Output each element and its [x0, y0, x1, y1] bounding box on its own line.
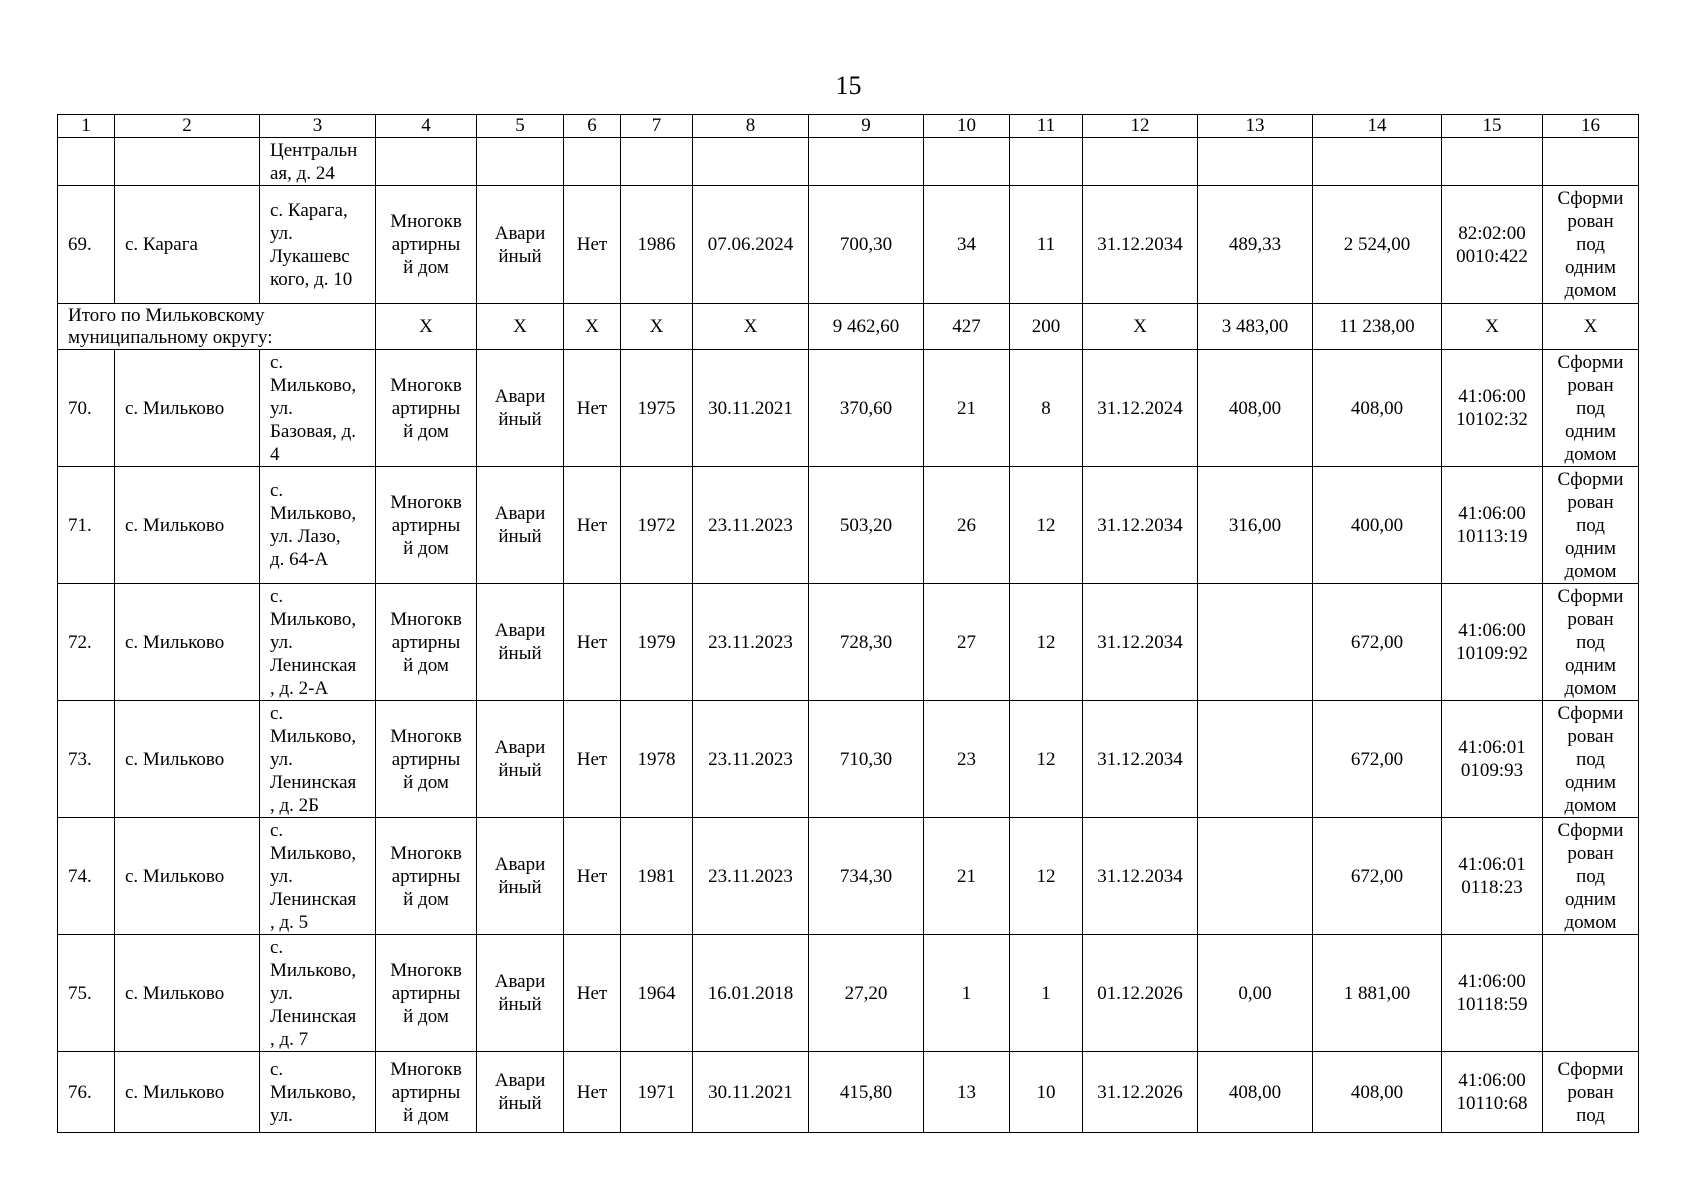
land-plot-status: Сформи рован под [1543, 1052, 1639, 1133]
value-13 [1198, 818, 1313, 935]
apartments-count: 11 [1010, 186, 1083, 304]
resettlement-date [1083, 138, 1198, 186]
settlement: с. Мильково [115, 935, 260, 1052]
cadastral-number: 41:06:00 10118:59 [1442, 935, 1543, 1052]
apartments-count: 12 [1010, 467, 1083, 584]
cell-6 [564, 138, 621, 186]
resettlement-date: 31.12.2026 [1083, 1052, 1198, 1133]
table-row [58, 467, 1639, 584]
apartments-count: 12 [1010, 584, 1083, 701]
building-type: Многокв артирны й дом [376, 935, 477, 1052]
building-type: Многокв артирны й дом [376, 186, 477, 304]
apartments-count: 12 [1010, 818, 1083, 935]
total-row [58, 304, 1639, 350]
column-number: 16 [1543, 115, 1639, 138]
value-14: 672,00 [1313, 701, 1442, 818]
total-value-13: 3 483,00 [1198, 304, 1313, 350]
address: с. Мильково, ул. Ленинская , д. 2-А [260, 584, 376, 701]
value-14: 408,00 [1313, 1052, 1442, 1133]
value-14: 672,00 [1313, 584, 1442, 701]
recognition-date: 07.06.2024 [693, 186, 809, 304]
cell-6: Нет [564, 818, 621, 935]
column-number: 15 [1442, 115, 1543, 138]
residents-count: 26 [924, 467, 1010, 584]
column-number: 14 [1313, 115, 1442, 138]
building-type: Многокв артирны й дом [376, 818, 477, 935]
address: с. Мильково, ул. Ленинская , д. 5 [260, 818, 376, 935]
total-cell: X [1442, 304, 1543, 350]
settlement: с. Мильково [115, 701, 260, 818]
column-number: 1 [58, 115, 115, 138]
cell-6: Нет [564, 350, 621, 467]
land-plot-status: Сформи рован под одним домом [1543, 701, 1639, 818]
address: с. Мильково, ул. Базовая, д. 4 [260, 350, 376, 467]
cadastral-number: 41:06:01 0109:93 [1442, 701, 1543, 818]
land-plot-status: Сформи рован под одним домом [1543, 584, 1639, 701]
year-built: 1978 [621, 701, 693, 818]
year-built: 1981 [621, 818, 693, 935]
land-plot-status [1543, 935, 1639, 1052]
land-plot-status: Сформи рован под одним домом [1543, 350, 1639, 467]
resettlement-date: 31.12.2034 [1083, 186, 1198, 304]
address: с. Мильково, ул. Ленинская , д. 7 [260, 935, 376, 1052]
cadastral-number: 82:02:00 0010:422 [1442, 186, 1543, 304]
row-number: 75. [58, 935, 115, 1052]
recognition-date: 23.11.2023 [693, 584, 809, 701]
table-row [58, 186, 1639, 304]
row-number: 70. [58, 350, 115, 467]
total-value-14: 11 238,00 [1313, 304, 1442, 350]
table-body [58, 115, 1639, 1133]
total-residents: 427 [924, 304, 1010, 350]
condition: Авари йный [477, 584, 564, 701]
recognition-date: 23.11.2023 [693, 701, 809, 818]
recognition-date: 23.11.2023 [693, 467, 809, 584]
residents-count: 13 [924, 1052, 1010, 1133]
row-number: 76. [58, 1052, 115, 1133]
recognition-date: 16.01.2018 [693, 935, 809, 1052]
column-number: 12 [1083, 115, 1198, 138]
value-14: 672,00 [1313, 818, 1442, 935]
condition: Авари йный [477, 935, 564, 1052]
value-13: 316,00 [1198, 467, 1313, 584]
cadastral-number: 41:06:01 0118:23 [1442, 818, 1543, 935]
total-cell: X [693, 304, 809, 350]
residents-count: 21 [924, 818, 1010, 935]
resettlement-date: 31.12.2024 [1083, 350, 1198, 467]
area: 734,30 [809, 818, 924, 935]
resettlement-date: 31.12.2034 [1083, 584, 1198, 701]
cell-6: Нет [564, 584, 621, 701]
value-13 [1198, 701, 1313, 818]
column-number: 8 [693, 115, 809, 138]
value-14: 408,00 [1313, 350, 1442, 467]
total-cell: X [1083, 304, 1198, 350]
settlement: с. Мильково [115, 584, 260, 701]
condition [477, 138, 564, 186]
column-number: 13 [1198, 115, 1313, 138]
year-built: 1979 [621, 584, 693, 701]
condition: Авари йный [477, 467, 564, 584]
table-row [58, 138, 1639, 186]
area: 728,30 [809, 584, 924, 701]
residents-count: 34 [924, 186, 1010, 304]
residents-count: 1 [924, 935, 1010, 1052]
address: с. Мильково, ул. Ленинская , д. 2Б [260, 701, 376, 818]
column-number: 2 [115, 115, 260, 138]
housing-table [57, 114, 1639, 1133]
row-number: 71. [58, 467, 115, 584]
recognition-date [693, 138, 809, 186]
address: с. Мильково, ул. Лазо, д. 64-А [260, 467, 376, 584]
cell-6: Нет [564, 186, 621, 304]
value-13 [1198, 138, 1313, 186]
table-row [58, 818, 1639, 935]
column-number-row [58, 115, 1639, 138]
column-number: 6 [564, 115, 621, 138]
building-type [376, 138, 477, 186]
building-type: Многокв артирны й дом [376, 701, 477, 818]
land-plot-status: Сформи рован под одним домом [1543, 467, 1639, 584]
residents-count: 23 [924, 701, 1010, 818]
value-13: 0,00 [1198, 935, 1313, 1052]
year-built: 1986 [621, 186, 693, 304]
building-type: Многокв артирны й дом [376, 467, 477, 584]
total-area: 9 462,60 [809, 304, 924, 350]
resettlement-date: 01.12.2026 [1083, 935, 1198, 1052]
area: 370,60 [809, 350, 924, 467]
building-type: Многокв артирны й дом [376, 350, 477, 467]
cadastral-number: 41:06:00 10102:32 [1442, 350, 1543, 467]
year-built: 1964 [621, 935, 693, 1052]
row-number [58, 138, 115, 186]
total-cell: X [376, 304, 477, 350]
apartments-count: 1 [1010, 935, 1083, 1052]
table-row [58, 1052, 1639, 1133]
condition: Авари йный [477, 186, 564, 304]
land-plot-status: Сформи рован под одним домом [1543, 186, 1639, 304]
year-built: 1972 [621, 467, 693, 584]
residents-count [924, 138, 1010, 186]
resettlement-date: 31.12.2034 [1083, 701, 1198, 818]
address: с. Мильково, ул. [260, 1052, 376, 1133]
area: 710,30 [809, 701, 924, 818]
cadastral-number [1442, 138, 1543, 186]
total-cell: X [621, 304, 693, 350]
apartments-count: 12 [1010, 701, 1083, 818]
settlement: с. Карага [115, 186, 260, 304]
row-number: 69. [58, 186, 115, 304]
value-14 [1313, 138, 1442, 186]
row-number: 74. [58, 818, 115, 935]
area [809, 138, 924, 186]
residents-count: 27 [924, 584, 1010, 701]
column-number: 5 [477, 115, 564, 138]
year-built [621, 138, 693, 186]
column-number: 11 [1010, 115, 1083, 138]
page-number: 15 [835, 71, 862, 100]
cell-6: Нет [564, 467, 621, 584]
table-row [58, 350, 1639, 467]
recognition-date: 30.11.2021 [693, 1052, 809, 1133]
value-14: 400,00 [1313, 467, 1442, 584]
settlement: с. Мильково [115, 350, 260, 467]
settlement: с. Мильково [115, 467, 260, 584]
settlement [115, 138, 260, 186]
cadastral-number: 41:06:00 10109:92 [1442, 584, 1543, 701]
table-row [58, 701, 1639, 818]
total-cell: X [564, 304, 621, 350]
row-number: 73. [58, 701, 115, 818]
recognition-date: 23.11.2023 [693, 818, 809, 935]
year-built: 1971 [621, 1052, 693, 1133]
land-plot-status: Сформи рован под одним домом [1543, 818, 1639, 935]
building-type: Многокв артирны й дом [376, 1052, 477, 1133]
land-plot-status [1543, 138, 1639, 186]
column-number: 3 [260, 115, 376, 138]
value-13 [1198, 584, 1313, 701]
total-label: Итого по Мильковскому муниципальному округу: [58, 304, 376, 350]
area: 27,20 [809, 935, 924, 1052]
cadastral-number: 41:06:00 10113:19 [1442, 467, 1543, 584]
condition: Авари йный [477, 1052, 564, 1133]
value-14: 1 881,00 [1313, 935, 1442, 1052]
cell-6: Нет [564, 1052, 621, 1133]
column-number: 4 [376, 115, 477, 138]
cell-6: Нет [564, 701, 621, 818]
area: 415,80 [809, 1052, 924, 1133]
total-cell: X [477, 304, 564, 350]
settlement: с. Мильково [115, 1052, 260, 1133]
address: с. Карага, ул. Лукашевс кого, д. 10 [260, 186, 376, 304]
value-13: 408,00 [1198, 1052, 1313, 1133]
area: 700,30 [809, 186, 924, 304]
year-built: 1975 [621, 350, 693, 467]
cell-6: Нет [564, 935, 621, 1052]
condition: Авари йный [477, 818, 564, 935]
total-apartments: 200 [1010, 304, 1083, 350]
column-number: 7 [621, 115, 693, 138]
building-type: Многокв артирны й дом [376, 584, 477, 701]
table-row [58, 935, 1639, 1052]
resettlement-date: 31.12.2034 [1083, 818, 1198, 935]
settlement: с. Мильково [115, 818, 260, 935]
cadastral-number: 41:06:00 10110:68 [1442, 1052, 1543, 1133]
column-number: 9 [809, 115, 924, 138]
value-14: 2 524,00 [1313, 186, 1442, 304]
residents-count: 21 [924, 350, 1010, 467]
resettlement-date: 31.12.2034 [1083, 467, 1198, 584]
address: Центральн ая, д. 24 [260, 138, 376, 186]
row-number: 72. [58, 584, 115, 701]
apartments-count [1010, 138, 1083, 186]
recognition-date: 30.11.2021 [693, 350, 809, 467]
condition: Авари йный [477, 350, 564, 467]
apartments-count: 10 [1010, 1052, 1083, 1133]
value-13: 408,00 [1198, 350, 1313, 467]
column-number: 10 [924, 115, 1010, 138]
value-13: 489,33 [1198, 186, 1313, 304]
area: 503,20 [809, 467, 924, 584]
total-cell: X [1543, 304, 1639, 350]
condition: Авари йный [477, 701, 564, 818]
apartments-count: 8 [1010, 350, 1083, 467]
table-row [58, 584, 1639, 701]
